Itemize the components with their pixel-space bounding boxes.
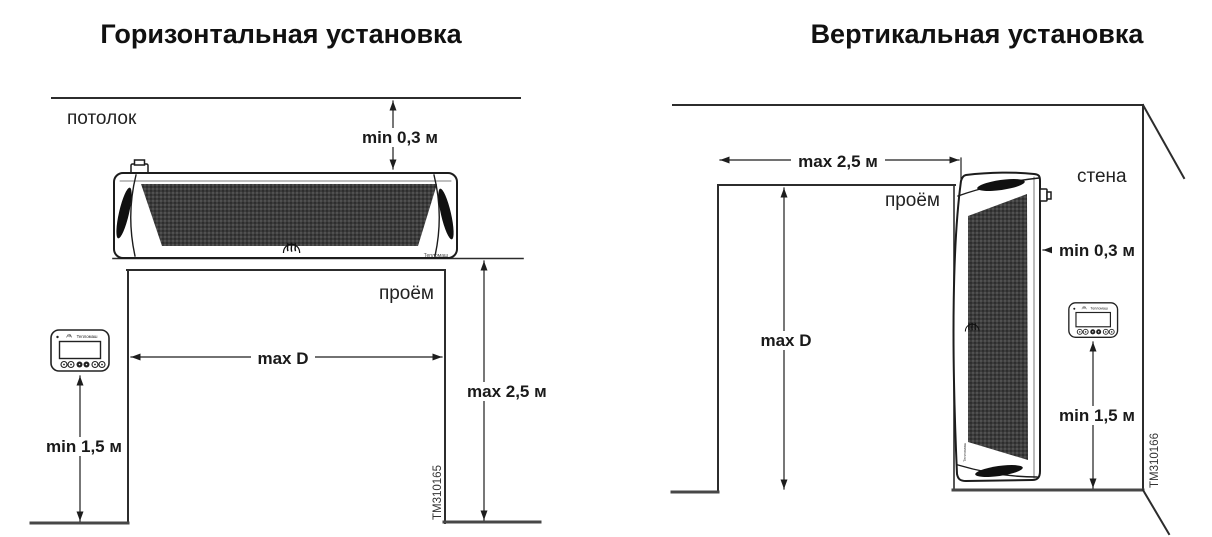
figure-code: TM310165: [432, 465, 444, 520]
unit-brand-label: Тепломаш: [962, 442, 967, 462]
wall-label: стена: [1077, 166, 1127, 187]
dim-label-remote-height-right: min 1,5 м: [1052, 406, 1142, 425]
cable-gland-cap: [1047, 192, 1051, 199]
opening-label-left: проём: [378, 283, 434, 304]
figure-code: TM310166: [1149, 433, 1161, 488]
remote-control: [51, 330, 109, 371]
dim-label-mount-height: max 2,5 м: [467, 382, 547, 401]
opening-label-right: проём: [884, 190, 940, 211]
air-curtain-vertical: [954, 173, 1051, 481]
unit-brand-label: Тепломаш: [423, 253, 448, 259]
cable-gland-cap: [135, 160, 145, 165]
dim-label-horizontal-reach: max 2,5 м: [791, 152, 885, 171]
dim-label-opening-width: max D: [251, 349, 315, 368]
floor-perspective-line: [1143, 490, 1169, 534]
ceiling-label: потолок: [67, 108, 137, 129]
dim-label-wall-gap: min 0,3 м: [1052, 241, 1142, 260]
horizontal-installation-figure: [31, 98, 540, 523]
dim-label-remote-height-left: min 1,5 м: [42, 437, 126, 456]
wall-perspective-line: [1143, 105, 1184, 178]
remote-control: [1069, 303, 1118, 337]
right-diagram-title: Вертикальная установка: [810, 19, 1144, 49]
diagram-linework: Тепломаш Тепломаш TM310165 Тепломаш TM310166: [0, 0, 1212, 537]
mesh-grille: [968, 194, 1028, 460]
dim-label-ceiling-gap: min 0,3 м: [352, 128, 448, 147]
cable-gland: [1040, 189, 1047, 201]
air-curtain-horizontal: [113, 160, 457, 259]
mesh-grille: [141, 184, 437, 246]
dim-label-opening-height: max D: [753, 331, 819, 350]
left-diagram-title: Горизонтальная установка: [100, 19, 462, 49]
